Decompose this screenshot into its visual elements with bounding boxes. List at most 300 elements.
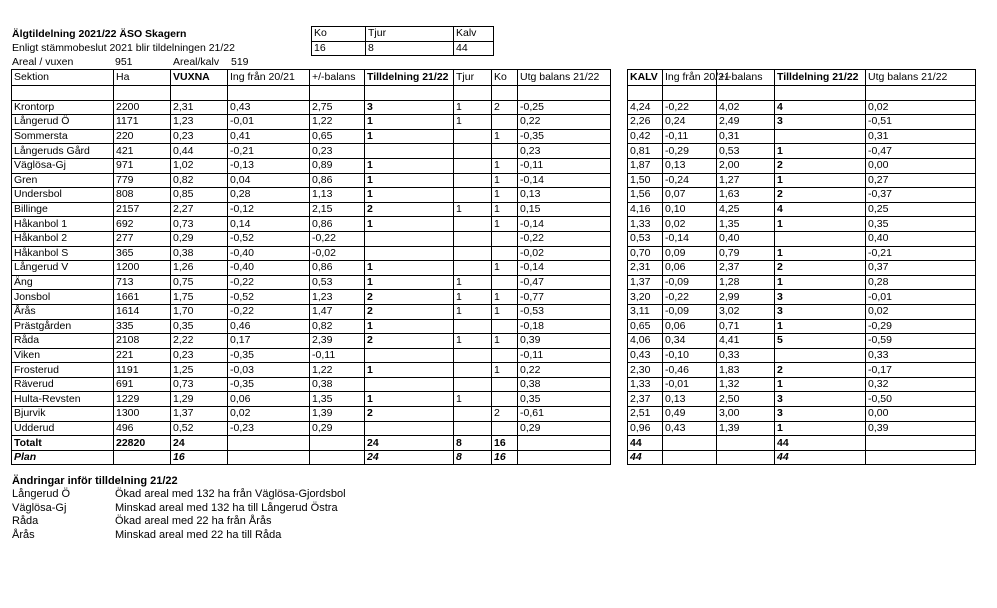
cell-tjur	[454, 173, 492, 188]
cell-tilldelning: 1	[365, 319, 454, 334]
areal-vuxen-label: Areal / vuxen	[12, 56, 74, 68]
cell-ing-fran: -0,11	[663, 129, 717, 144]
cell-tilldelning	[365, 246, 454, 261]
cell-balans: 0,31	[717, 129, 775, 144]
blank-cell	[12, 86, 114, 101]
cell-tilldelning: 1	[775, 217, 866, 232]
cell-ing-fran: -0,03	[228, 363, 310, 378]
table-row	[628, 202, 976, 217]
cell-utg-balans: 0,27	[866, 173, 976, 188]
cell-tjur	[454, 158, 492, 173]
blank-cell	[663, 86, 717, 101]
cell-ko: 1	[492, 334, 518, 349]
table-row	[628, 246, 976, 261]
cell-utg-balans: -0,59	[866, 334, 976, 349]
cell-tjur: 1	[454, 275, 492, 290]
cell-tilldelning: 1	[775, 144, 866, 159]
cell-ko: 1	[492, 304, 518, 319]
cell-ing-fran: -0,40	[228, 261, 310, 276]
blank-cell	[628, 86, 663, 101]
cell-ha: 421	[114, 144, 171, 159]
cell-kalv: 44	[628, 450, 663, 465]
table-row	[12, 217, 611, 232]
cell-balans: 0,82	[310, 319, 365, 334]
cell-tilldelning: 2	[775, 261, 866, 276]
cell-tilldelning: 4	[775, 202, 866, 217]
cell-ing-fran: -0,01	[663, 377, 717, 392]
cell-sektion: Frosterud	[12, 363, 114, 378]
cell-ko	[492, 231, 518, 246]
cell-utg-balans	[866, 450, 976, 465]
cell-utg-balans: -0,14	[518, 261, 611, 276]
cell-kalv: 0,81	[628, 144, 663, 159]
change-item	[12, 515, 346, 529]
cell-sektion: Långerud Ö	[12, 115, 114, 130]
cell-utg-balans: 0,28	[866, 275, 976, 290]
cell-kalv: 0,43	[628, 348, 663, 363]
cell-balans	[717, 436, 775, 451]
header-kalv: KALV	[628, 70, 663, 86]
cell-ko: 1	[492, 261, 518, 276]
table-row	[628, 100, 976, 115]
table-row	[628, 231, 976, 246]
cell-ko: 2	[492, 100, 518, 115]
cell-kalv: 0,65	[628, 319, 663, 334]
cell-ha: 692	[114, 217, 171, 232]
cell-tjur: 1	[454, 304, 492, 319]
cell-sektion: Råda	[12, 334, 114, 349]
cell-utg-balans: -0,11	[518, 158, 611, 173]
cell-balans: 1,23	[310, 290, 365, 305]
cell-tjur: 1	[454, 334, 492, 349]
cell-kalv: 2,30	[628, 363, 663, 378]
cell-tilldelning	[365, 348, 454, 363]
table-row	[12, 202, 611, 217]
cell-balans: 3,00	[717, 407, 775, 422]
header-utg-balans: Utg balans 21/22	[518, 70, 611, 86]
cell-ha: 1171	[114, 115, 171, 130]
cell-sektion: Billinge	[12, 202, 114, 217]
cell-tilldelning: 1	[365, 392, 454, 407]
cell-ha: 22820	[114, 436, 171, 451]
cell-vuxna: 2,27	[171, 202, 228, 217]
cell-kalv: 2,31	[628, 261, 663, 276]
kalv-label: Kalv	[454, 27, 494, 42]
cell-ing-fran: 0,06	[663, 261, 717, 276]
cell-ha: 971	[114, 158, 171, 173]
cell-sektion: Håkanbol 1	[12, 217, 114, 232]
areal-kalv-value: 519	[231, 56, 249, 68]
cell-ing-fran: 0,28	[228, 188, 310, 203]
table-row	[628, 188, 976, 203]
cell-utg-balans: -0,21	[866, 246, 976, 261]
cell-balans: 0,65	[310, 129, 365, 144]
cell-sektion: Hulta-Revsten	[12, 392, 114, 407]
tjur-label: Tjur	[366, 27, 454, 42]
cell-tjur: 8	[454, 450, 492, 465]
cell-utg-balans: 0,23	[518, 144, 611, 159]
cell-balans: 0,89	[310, 158, 365, 173]
cell-vuxna: 0,85	[171, 188, 228, 203]
cell-kalv: 1,33	[628, 377, 663, 392]
cell-utg-balans: 0,35	[518, 392, 611, 407]
cell-tjur	[454, 348, 492, 363]
cell-utg-balans	[518, 436, 611, 451]
change-text: Ökad areal med 22 ha från Årås	[115, 515, 272, 527]
blank-cell	[492, 86, 518, 101]
table-row	[628, 363, 976, 378]
cell-ko: 1	[492, 217, 518, 232]
cell-tilldelning: 1	[365, 188, 454, 203]
cell-kalv: 1,87	[628, 158, 663, 173]
header-ha: Ha	[114, 70, 171, 86]
cell-sektion: Äng	[12, 275, 114, 290]
table-row	[628, 217, 976, 232]
cell-utg-balans: -0,29	[866, 319, 976, 334]
cell-tjur: 1	[454, 100, 492, 115]
blank-cell	[365, 86, 454, 101]
cell-sektion: Långerud V	[12, 261, 114, 276]
cell-vuxna: 0,35	[171, 319, 228, 334]
cell-tilldelning	[775, 348, 866, 363]
cell-ha: 335	[114, 319, 171, 334]
areal-kalv-label: Areal/kalv	[173, 56, 220, 68]
cell-ha: 277	[114, 231, 171, 246]
cell-ing-fran: -0,46	[663, 363, 717, 378]
cell-ing-fran: -0,40	[228, 246, 310, 261]
cell-tilldelning: 2	[775, 158, 866, 173]
cell-ko	[492, 275, 518, 290]
cell-vuxna: 1,29	[171, 392, 228, 407]
cell-ko	[492, 348, 518, 363]
cell-ing-fran: -0,22	[228, 275, 310, 290]
cell-tilldelning: 1	[365, 129, 454, 144]
cell-tjur	[454, 261, 492, 276]
cell-sektion: Sommersta	[12, 129, 114, 144]
table-row	[628, 392, 976, 407]
table-row	[12, 231, 611, 246]
cell-utg-balans: -0,17	[866, 363, 976, 378]
cell-ko	[492, 392, 518, 407]
cell-utg-balans: -0,35	[518, 129, 611, 144]
table-row	[12, 144, 611, 159]
cell-tilldelning: 1	[365, 275, 454, 290]
cell-tilldelning: 2	[775, 363, 866, 378]
header-ing-fran: Ing från 20/21	[228, 70, 310, 86]
cell-ha: 1300	[114, 407, 171, 422]
cell-ing-fran: -0,01	[228, 115, 310, 130]
quota-summary-table	[311, 26, 494, 56]
cell-tilldelning: 1	[775, 173, 866, 188]
header-utg-balans: Utg balans 21/22	[866, 70, 976, 86]
cell-balans: 0,86	[310, 261, 365, 276]
table-row	[12, 129, 611, 144]
cell-ing-fran: 0,06	[663, 319, 717, 334]
cell-kalv: 4,16	[628, 202, 663, 217]
change-section: Årås	[12, 528, 35, 541]
cell-tilldelning: 1	[365, 217, 454, 232]
cell-sektion: Långeruds Gård	[12, 144, 114, 159]
cell-vuxna: 24	[171, 436, 228, 451]
cell-ha: 779	[114, 173, 171, 188]
cell-vuxna: 1,37	[171, 407, 228, 422]
cell-ing-fran: -0,52	[228, 231, 310, 246]
cell-ing-fran: 0,06	[228, 392, 310, 407]
blank-cell	[717, 86, 775, 101]
table-row	[628, 129, 976, 144]
cell-balans: 0,53	[717, 144, 775, 159]
cell-ko	[492, 421, 518, 436]
cell-utg-balans: 0,25	[866, 202, 976, 217]
change-text: Minskad areal med 132 ha till Långerud Östra	[115, 501, 338, 514]
table-row	[628, 407, 976, 422]
cell-utg-balans: -0,53	[518, 304, 611, 319]
cell-balans: 1,39	[717, 421, 775, 436]
cell-tjur	[454, 217, 492, 232]
cell-ko: 1	[492, 202, 518, 217]
cell-utg-balans: 0,13	[518, 188, 611, 203]
cell-ing-fran	[228, 436, 310, 451]
cell-sektion: Viken	[12, 348, 114, 363]
cell-tilldelning: 4	[775, 100, 866, 115]
table-row	[12, 115, 611, 130]
cell-sektion: Plan	[12, 450, 114, 465]
cell-vuxna: 0,52	[171, 421, 228, 436]
cell-vuxna: 16	[171, 450, 228, 465]
cell-ing-fran: -0,14	[663, 231, 717, 246]
header-tilldelning: Tilldelning 21/22	[365, 70, 454, 86]
cell-ko	[492, 377, 518, 392]
cell-ing-fran: -0,13	[228, 158, 310, 173]
change-section: Väglösa-Gj	[12, 501, 67, 514]
ko-value: 16	[312, 41, 366, 56]
cell-utg-balans: -0,25	[518, 100, 611, 115]
cell-kalv: 1,33	[628, 217, 663, 232]
cell-utg-balans: -0,47	[518, 275, 611, 290]
cell-balans: 0,29	[310, 421, 365, 436]
cell-balans: -0,11	[310, 348, 365, 363]
cell-sektion: Räverud	[12, 377, 114, 392]
cell-balans: 2,39	[310, 334, 365, 349]
cell-tjur	[454, 421, 492, 436]
cell-utg-balans: -0,22	[518, 231, 611, 246]
cell-ing-fran: 0,13	[663, 158, 717, 173]
changes-list	[12, 488, 346, 542]
cell-balans: -0,02	[310, 246, 365, 261]
cell-tilldelning: 3	[775, 304, 866, 319]
cell-ing-fran: -0,09	[663, 304, 717, 319]
cell-sektion: Krontorp	[12, 100, 114, 115]
cell-utg-balans: -0,77	[518, 290, 611, 305]
cell-ha: 713	[114, 275, 171, 290]
header-vuxna: VUXNA	[171, 70, 228, 86]
cell-ing-fran: -0,09	[663, 275, 717, 290]
cell-tilldelning: 1	[365, 115, 454, 130]
cell-vuxna: 1,25	[171, 363, 228, 378]
cell-tjur: 1	[454, 202, 492, 217]
cell-utg-balans	[866, 436, 976, 451]
cell-ing-fran: 0,09	[663, 246, 717, 261]
cell-tilldelning	[775, 129, 866, 144]
cell-balans: 1,22	[310, 115, 365, 130]
cell-ko: 16	[492, 450, 518, 465]
blank-cell	[518, 86, 611, 101]
table-row	[12, 421, 611, 436]
cell-utg-balans: 0,02	[866, 100, 976, 115]
cell-sektion: Väglösa-Gj	[12, 158, 114, 173]
cell-tilldelning	[365, 421, 454, 436]
cell-tilldelning: 2	[365, 202, 454, 217]
cell-ko	[492, 319, 518, 334]
cell-tilldelning: 24	[365, 436, 454, 451]
cell-ko: 1	[492, 158, 518, 173]
cell-utg-balans: 0,00	[866, 158, 976, 173]
table-row	[12, 363, 611, 378]
cell-ha: 2200	[114, 100, 171, 115]
cell-ing-fran: 0,46	[228, 319, 310, 334]
table-row	[628, 290, 976, 305]
cell-balans: 1,39	[310, 407, 365, 422]
cell-tilldelning: 1	[775, 421, 866, 436]
cell-tilldelning: 2	[365, 407, 454, 422]
cell-balans: 2,00	[717, 158, 775, 173]
cell-tjur	[454, 319, 492, 334]
cell-ing-fran: 0,43	[663, 421, 717, 436]
cell-tilldelning: 44	[775, 436, 866, 451]
cell-ha: 220	[114, 129, 171, 144]
totalt-row	[628, 436, 976, 451]
cell-utg-balans: -0,50	[866, 392, 976, 407]
table-header-row	[12, 70, 611, 86]
cell-balans: 3,02	[717, 304, 775, 319]
table-row	[12, 319, 611, 334]
table-row	[12, 100, 611, 115]
cell-vuxna: 0,29	[171, 231, 228, 246]
cell-utg-balans: 0,33	[866, 348, 976, 363]
change-item	[12, 488, 346, 502]
cell-tjur	[454, 377, 492, 392]
cell-balans: 2,75	[310, 100, 365, 115]
cell-ha: 691	[114, 377, 171, 392]
cell-kalv: 1,50	[628, 173, 663, 188]
cell-sektion: Årås	[12, 304, 114, 319]
cell-ing-fran: -0,22	[663, 100, 717, 115]
table-row	[12, 334, 611, 349]
cell-utg-balans: 0,39	[866, 421, 976, 436]
cell-balans	[717, 450, 775, 465]
cell-tjur	[454, 246, 492, 261]
cell-balans: 0,33	[717, 348, 775, 363]
cell-tilldelning: 2	[365, 290, 454, 305]
cell-ing-fran: -0,24	[663, 173, 717, 188]
table-header-row	[628, 70, 976, 86]
table-row	[12, 158, 611, 173]
cell-utg-balans: 0,31	[866, 129, 976, 144]
cell-balans: 1,13	[310, 188, 365, 203]
cell-utg-balans: -0,47	[866, 144, 976, 159]
cell-kalv: 1,56	[628, 188, 663, 203]
cell-ko: 16	[492, 436, 518, 451]
plan-row	[628, 450, 976, 465]
cell-ha: 808	[114, 188, 171, 203]
blank-cell	[171, 86, 228, 101]
cell-kalv: 4,06	[628, 334, 663, 349]
header-sektion: Sektion	[12, 70, 114, 86]
cell-tilldelning: 24	[365, 450, 454, 465]
change-text: Ökad areal med 132 ha från Väglösa-Gjordsbol	[115, 488, 346, 500]
cell-sektion: Bjurvik	[12, 407, 114, 422]
cell-tilldelning: 1	[365, 363, 454, 378]
cell-utg-balans: -0,11	[518, 348, 611, 363]
header-balans: +/-balans	[717, 70, 775, 86]
cell-ing-fran: 0,17	[228, 334, 310, 349]
table-row	[628, 115, 976, 130]
cell-balans: 1,27	[717, 173, 775, 188]
cell-sektion: Håkanbol S	[12, 246, 114, 261]
cell-kalv: 2,37	[628, 392, 663, 407]
cell-balans: 1,32	[717, 377, 775, 392]
cell-vuxna: 1,75	[171, 290, 228, 305]
cell-balans: 1,83	[717, 363, 775, 378]
cell-tilldelning: 3	[775, 290, 866, 305]
cell-ha: 2108	[114, 334, 171, 349]
cell-utg-balans: -0,37	[866, 188, 976, 203]
cell-ing-fran: 0,13	[663, 392, 717, 407]
cell-ko: 1	[492, 188, 518, 203]
cell-ko: 1	[492, 173, 518, 188]
cell-balans: 0,79	[717, 246, 775, 261]
cell-tjur	[454, 363, 492, 378]
cell-tilldelning	[365, 377, 454, 392]
cell-tjur: 1	[454, 115, 492, 130]
table-row	[12, 304, 611, 319]
vuxna-table	[11, 69, 611, 465]
cell-ha: 1200	[114, 261, 171, 276]
cell-vuxna: 2,31	[171, 100, 228, 115]
cell-balans: 1,35	[310, 392, 365, 407]
cell-kalv: 44	[628, 436, 663, 451]
cell-ing-fran: 0,34	[663, 334, 717, 349]
cell-balans: 2,50	[717, 392, 775, 407]
cell-sektion: Undersbol	[12, 188, 114, 203]
header-ing-fran: Ing från 20/21	[663, 70, 717, 86]
cell-tjur	[454, 407, 492, 422]
cell-tilldelning	[365, 231, 454, 246]
cell-ing-fran	[228, 450, 310, 465]
blank-row	[628, 86, 976, 101]
cell-balans	[310, 436, 365, 451]
cell-ing-fran	[663, 436, 717, 451]
cell-utg-balans: -0,61	[518, 407, 611, 422]
cell-tjur	[454, 144, 492, 159]
table-row	[628, 275, 976, 290]
cell-vuxna: 2,22	[171, 334, 228, 349]
cell-sektion: Prästgården	[12, 319, 114, 334]
header-tilldelning: Tilldelning 21/22	[775, 70, 866, 86]
cell-sektion: Udderud	[12, 421, 114, 436]
cell-utg-balans: 0,35	[866, 217, 976, 232]
cell-sektion: Jonsbol	[12, 290, 114, 305]
cell-ing-fran: 0,04	[228, 173, 310, 188]
cell-balans: 0,23	[310, 144, 365, 159]
cell-ing-fran: 0,10	[663, 202, 717, 217]
cell-vuxna: 0,23	[171, 129, 228, 144]
cell-ko	[492, 246, 518, 261]
cell-utg-balans: 0,15	[518, 202, 611, 217]
document-title: Älgtildelning 2021/22 ÄSO Skagern	[12, 28, 187, 40]
cell-tjur	[454, 231, 492, 246]
cell-balans: 0,38	[310, 377, 365, 392]
